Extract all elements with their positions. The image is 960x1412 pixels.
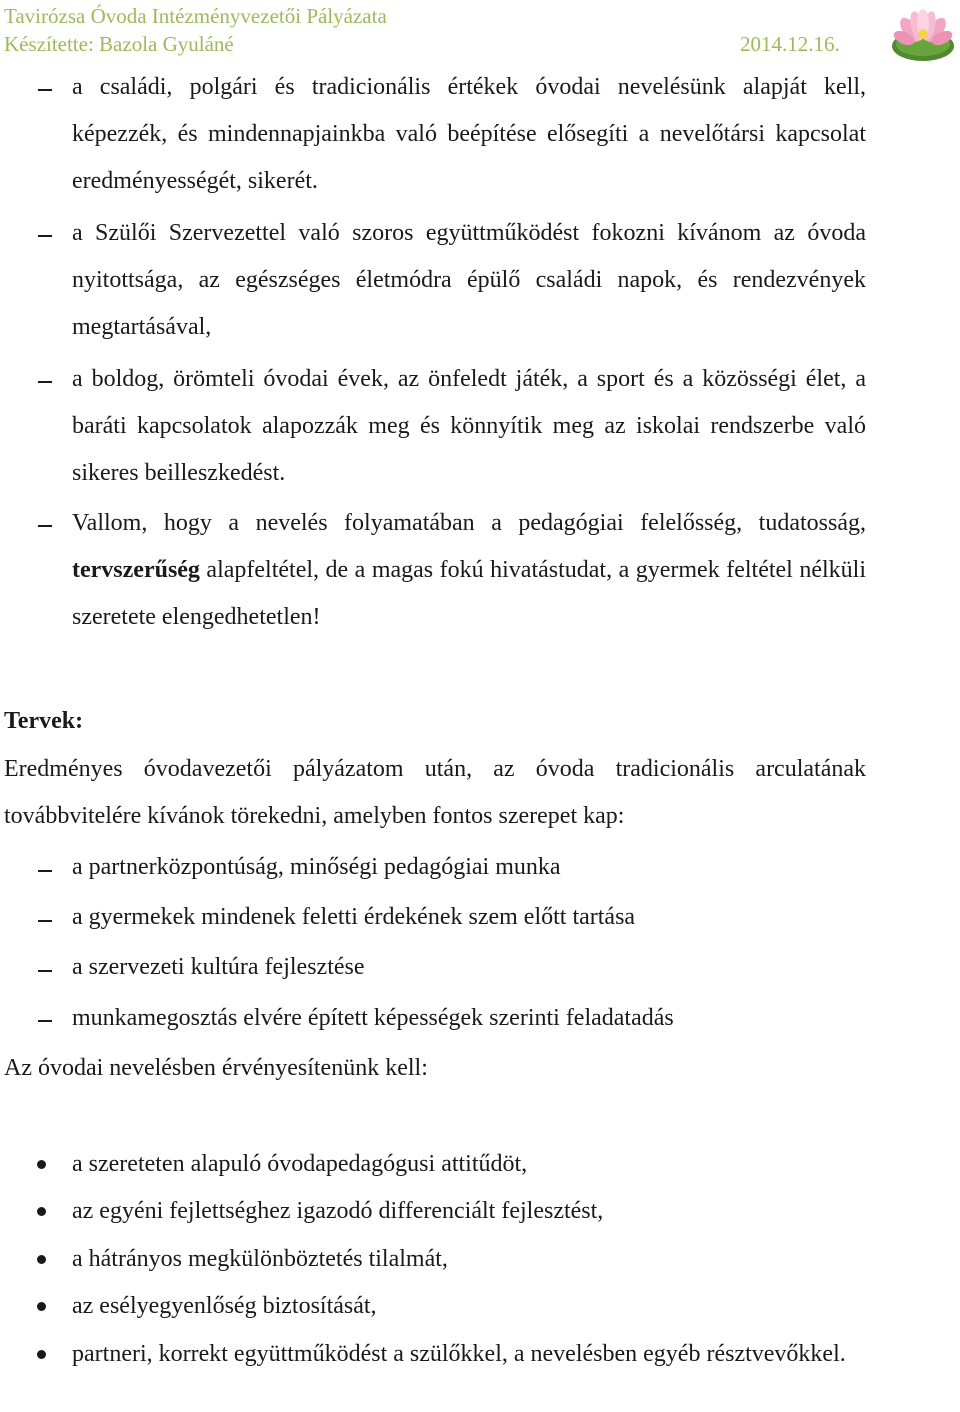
document-author: Készítette: Bazola Gyuláné [4, 32, 234, 56]
vallom-text-end: alapfeltétel, de a magas fokú hivatástudat, a gyermek feltétel nélküli szeretete elengedhetetlen! [72, 557, 866, 630]
water-lily-icon [890, 4, 956, 64]
list-item: a boldog, örömteli óvodai évek, az önfeledt játék, a sport és a közösségi élet, a baráti kapcsolatok alapozzák meg és könnyítik meg az iskolai rendszerbe való sikeres beilleszkedést. [72, 366, 866, 486]
section-heading: Tervek: [4, 708, 84, 734]
dash-marker [38, 920, 52, 922]
bullet-item: a szereteten alapuló óvodapedagógusi attitűdöt, [72, 1151, 528, 1177]
bullet-item: a hátrányos megkülönböztetés tilalmát, [72, 1246, 448, 1272]
bullet-marker [37, 1207, 46, 1216]
vallom-text-start: Vallom, hogy a nevelés folyamatában a pedagógiai felelősség, tudatosság, [72, 510, 866, 536]
bullet-marker [37, 1302, 46, 1311]
bullet-marker [37, 1160, 46, 1169]
dash-marker [38, 525, 52, 527]
vallom-bold-term: tervszerűség [72, 557, 200, 583]
dash-marker [38, 89, 52, 91]
list-item: a partnerközpontúság, minőségi pedagógiai munka [72, 854, 561, 880]
bullet-item: az esélyegyenlőség biztosítását, [72, 1293, 377, 1319]
page-header [0, 0, 960, 64]
document-date: 2014.12.16. [740, 32, 840, 56]
enforce-intro: Az óvodai nevelésben érvényesítenünk kell: [4, 1055, 428, 1081]
dash-marker [38, 870, 52, 872]
bullet-item: az egyéni fejlettséghez igazodó differenciált fejlesztést, [72, 1198, 604, 1224]
dash-marker [38, 970, 52, 972]
document-title: Tavirózsa Óvoda Intézményvezetői Pályázata [4, 4, 387, 28]
list-item: a gyermekek mindenek feletti érdekének szem előtt tartása [72, 904, 636, 930]
list-item: a szervezeti kultúra fejlesztése [72, 954, 365, 980]
bullet-marker [37, 1255, 46, 1264]
list-item-vallom [72, 500, 866, 641]
dash-marker [38, 381, 52, 383]
plans-intro: Eredményes óvodavezetői pályázatom után, az óvoda tradicionális arculatának továbbvitelére kívánok törekedni, amelyben fontos szerepet kap: [4, 756, 866, 829]
list-item: a családi, polgári és tradicionális értékek óvodai nevelésünk alapját kell, képezzék, és mindennapjainkba való beépítése elősegíti a nevelőtársi kapcsolat eredményességét, sikerét. [72, 74, 866, 194]
dash-marker [38, 235, 52, 237]
list-item: a Szülői Szervezettel való szoros együttműködést fokozni kívánom az óvoda nyitottsága, az egészséges életmódra épülő családi napok, és rendezvények megtartásával, [72, 220, 866, 340]
bullet-marker [37, 1350, 46, 1359]
bullet-item: partneri, korrekt együttműködést a szülőkkel, a nevelésben egyéb résztvevőkkel. [72, 1341, 846, 1367]
dash-marker [38, 1020, 52, 1022]
list-item: munkamegosztás elvére épített képességek szerinti feladatadás [72, 1005, 674, 1031]
